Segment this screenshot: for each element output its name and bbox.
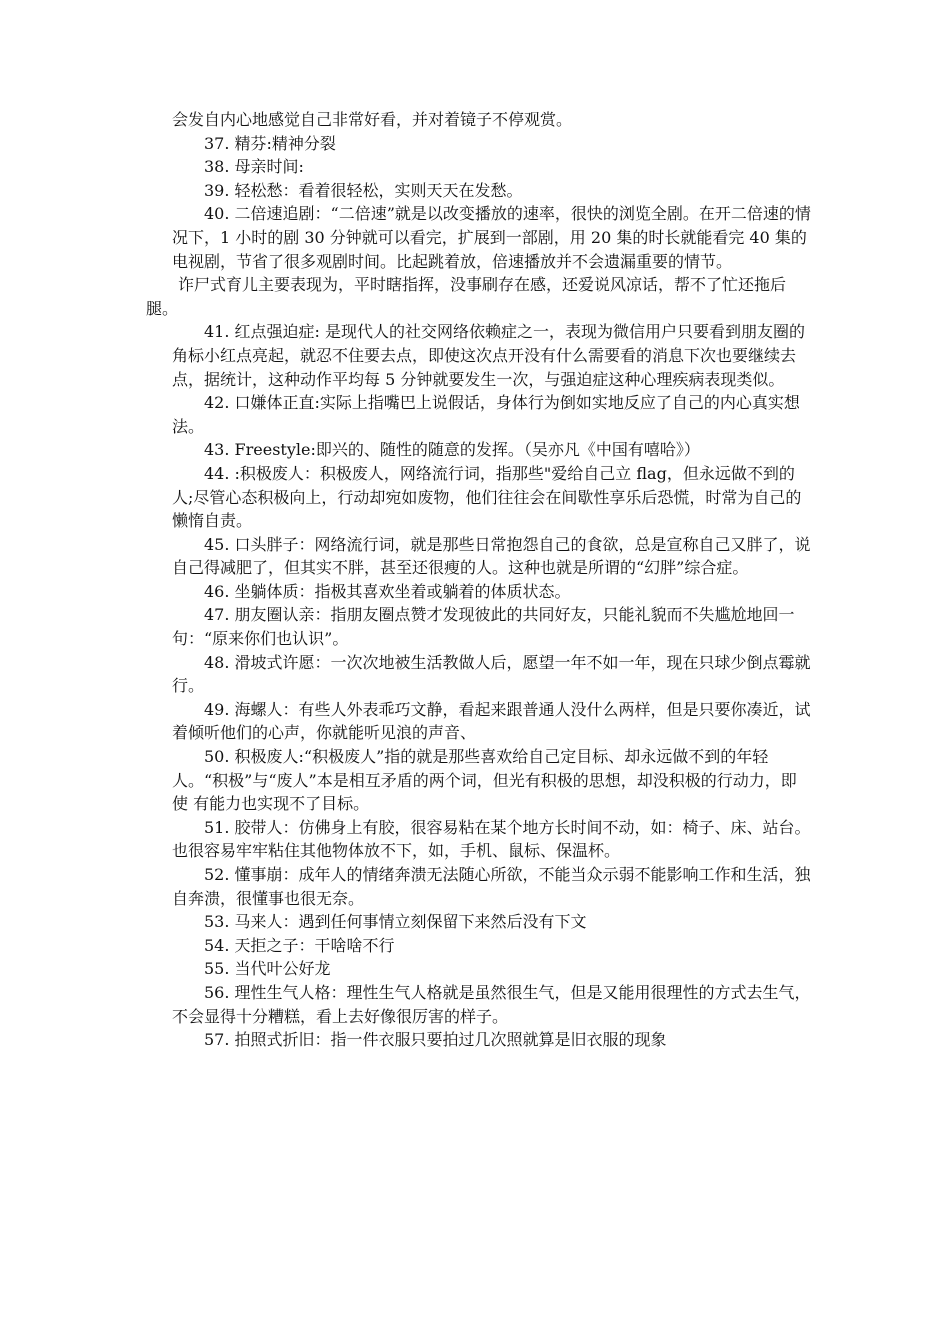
paragraph: 38. 母亲时间: [204, 157, 304, 177]
paragraph: 诈尸式育儿主要表现为，平时瞎指挥，没事刷存在感，还爱说风凉话，帮不了忙还拖后腿。 [146, 275, 787, 318]
paragraph: 51. 胶带人：仿佛身上有胶，很容易粘在某个地方长时间不动，如：椅子、床、站台。也很容易牢牢粘住其他物体放不下，如，手机、鼠标、保温杯。 [172, 817, 811, 861]
paragraph: 37. 精芬:精神分裂 [204, 133, 336, 153]
paragraph: 47. 朋友圈认亲：指朋友圈点赞才发现彼此的共同好友，只能礼貌而不失尴尬地回一句：“原来你们也认识”。 [172, 605, 795, 649]
paragraph: 53. 马来人：遇到任何事情立刻保留下来然后没有下文 [204, 912, 587, 932]
paragraph: 49. 海螺人：有些人外表乖巧文静，看起来跟普通人没什么两样，但是只要你凑近，试着倾听他们的心声，你就能听见浪的声音、 [172, 699, 811, 743]
paragraph: 44. :积极废人：积极废人，网络流行词，指那些"爱给自己立 flag，但永远做不到的人;尽管心态积极向上，行动却宛如废物，他们往往会在间歇性享乐后恐慌，时常为自己的懒惰自责。 [172, 463, 802, 531]
paragraph: 46. 坐躺体质：指极其喜欢坐着或躺着的体质状态。 [204, 581, 571, 601]
paragraph: 55. 当代叶公好龙 [204, 959, 331, 979]
paragraph: 50. 积极废人:“积极废人”指的就是那些喜欢给自己定目标、却永远做不到的年轻人。“积极”与“废人”本是相互矛盾的两个词，但光有积极的思想，却没积极的行动力，即使 有能力也实现不了目标。 [172, 747, 797, 814]
paragraph: 43. Freestyle:即兴的、随性的随意的发挥。（吴亦凡《中国有嘻哈》） [204, 440, 700, 460]
document-body [146, 108, 812, 1052]
paragraph: 39. 轻松愁：看着很轻松，实则天天在发愁。 [204, 180, 523, 200]
paragraph: 42. 口嫌体正直:实际上指嘴巴上说假话，身体行为倒如实地反应了自己的内心真实想法。 [172, 393, 800, 436]
paragraph: 41. 红点强迫症: 是现代人的社交网络依赖症之一，表现为微信用户只要看到朋友圈的角标小红点亮起，就忍不住要去点，即使这次点开没有什么需要看的消息下次也要继续去点，据统计，这种动作平均每 5 分钟就要发生一次，与强迫症这种心理疾病表现类似。 [172, 322, 806, 389]
paragraph: 45. 口头胖子：网络流行词，就是那些日常抱怨自己的食欲，总是宣称自己又胖了，说自己得减肥了，但其实不胖，甚至还很瘦的人。这种也就是所谓的“幻胖”综合症。 [172, 534, 811, 578]
paragraph: 40. 二倍速追剧：“二倍速”就是以改变播放的速率，很快的浏览全剧。在开二倍速的情况下，1 小时的剧 30 分钟就可以看完，扩展到一部剧，用 20 集的时长就能看完 40 集的电视剧，节省了很多观剧时间。比起跳着放，倍速播放并不会遗漏重要的情节。 [172, 204, 811, 271]
paragraph: 54. 天拒之子：干啥啥不行 [204, 935, 395, 955]
paragraph: 56. 理性生气人格：理性生气人格就是虽然很生气，但是又能用很理性的方式去生气，不会显得十分糟糕，看上去好像很厉害的样子。 [172, 982, 811, 1026]
paragraph: 57. 拍照式折旧：指一件衣服只要拍过几次照就算是旧衣服的现象 [204, 1030, 667, 1050]
paragraph: 48. 滑坡式许愿：一次次地被生活教做人后，愿望一年不如一年，现在只球少倒点霉就行。 [172, 652, 811, 696]
paragraph: 会发自内心地感觉自己非常好看，并对着镜子不停观赏。 [172, 110, 573, 129]
paragraph: 52. 懂事崩：成年人的情绪奔溃无法随心所欲，不能当众示弱不能影响工作和生活，独自奔溃，很懂事也很无奈。 [172, 865, 811, 908]
